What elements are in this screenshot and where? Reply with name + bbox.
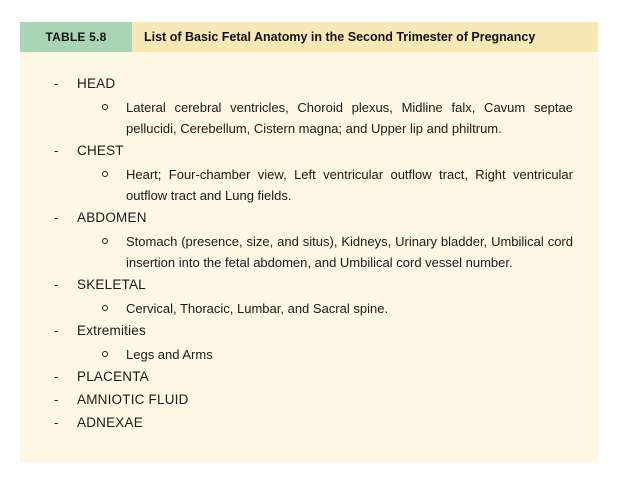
sub-item-text: Legs and Arms [126, 347, 213, 362]
table-title: List of Basic Fetal Anatomy in the Second Trimester of Pregnancy [132, 22, 598, 52]
list-item-head [20, 74, 598, 95]
list-item-chest [20, 141, 598, 162]
circle-bullet-icon [102, 351, 108, 357]
item-label: HEAD [77, 76, 116, 91]
list-item-skeletal [20, 275, 598, 296]
dash-marker: - [54, 392, 59, 407]
item-label: CHEST [77, 143, 124, 158]
item-label: SKELETAL [77, 277, 146, 292]
item-label: ABDOMEN [77, 210, 147, 225]
sub-item-text: Stomach (presence, size, and situs), Kidneys, Urinary bladder, Umbilical cord insertion into the fetal abdomen, and Umbilical cord vessel number. [126, 234, 573, 270]
sub-item-skeletal [102, 298, 573, 319]
sub-item-abdomen [102, 231, 573, 273]
list-item-placenta [20, 367, 598, 388]
circle-bullet-icon [102, 238, 108, 244]
dash-marker: - [54, 369, 59, 384]
sub-item-head [102, 97, 573, 139]
list-item-abdomen [20, 208, 598, 229]
item-label: AMNIOTIC FLUID [77, 392, 189, 407]
table-box [20, 22, 598, 462]
item-label: Extremities [77, 323, 146, 338]
list-item-extremities [20, 321, 598, 342]
circle-bullet-icon [102, 305, 108, 311]
item-label: ADNEXAE [77, 415, 143, 430]
list-item-adnexae [20, 413, 598, 434]
table-number-label: TABLE 5.8 [20, 22, 132, 52]
sub-item-text: Cervical, Thoracic, Lumbar, and Sacral spine. [126, 301, 389, 316]
circle-bullet-icon [102, 171, 108, 177]
anatomy-list [20, 74, 598, 436]
dash-marker: - [54, 415, 59, 430]
dash-marker: - [54, 76, 59, 91]
sub-item-extremities [102, 344, 573, 365]
table-header [20, 22, 598, 52]
dash-marker: - [54, 143, 59, 158]
item-label: PLACENTA [77, 369, 149, 384]
sub-item-text: Lateral cerebral ventricles, Choroid plexus, Midline falx, Cavum septae pellucidi, Cerebellum, Cistern magna; and Upper lip and philtrum. [126, 100, 573, 136]
circle-bullet-icon [102, 104, 108, 110]
dash-marker: - [54, 323, 59, 338]
list-item-amniotic-fluid [20, 390, 598, 411]
sub-item-text: Heart; Four-chamber view, Left ventricular outflow tract, Right ventricular outflow tract and Lung fields. [126, 167, 573, 203]
sub-item-chest [102, 164, 573, 206]
dash-marker: - [54, 277, 59, 292]
dash-marker: - [54, 210, 59, 225]
